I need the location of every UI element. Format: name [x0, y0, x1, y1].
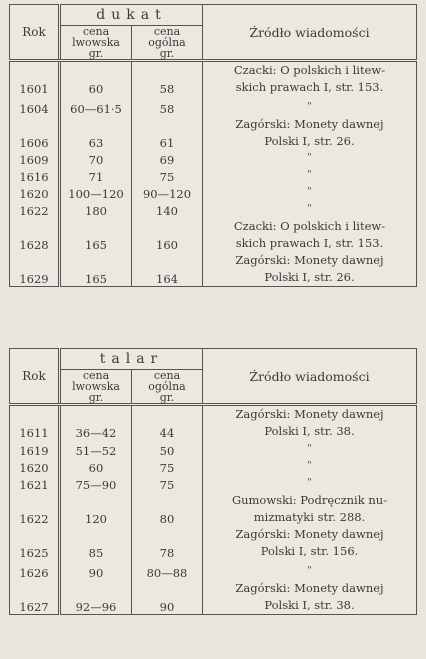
source-line: mizmatyki str. 288. [253, 510, 366, 524]
source-cell [203, 116, 417, 150]
source-line: skich prawach I, str. 153. [235, 80, 384, 94]
source-cell [203, 218, 417, 252]
lwow-price-cell: 75—90 [60, 475, 132, 492]
source-line: Gumowski: Podręcznik nu- [231, 493, 388, 507]
source-header: Źródło wiadomości [203, 349, 417, 405]
source-line: " [307, 187, 312, 197]
general-price-cell: 90 [132, 580, 203, 615]
lwow-price-cell: 180 [60, 201, 132, 218]
year-cell: 1604 [10, 96, 60, 116]
source-cell [203, 150, 417, 167]
lwow-price-header: cena lwowska gr. [60, 26, 132, 61]
year-cell: 1619 [10, 440, 60, 458]
general-price-header: cena ogólna gr. [132, 370, 203, 405]
coin-header: dukat [60, 5, 203, 26]
lwow-price-cell: 165 [60, 252, 132, 287]
general-price-cell: 58 [132, 96, 203, 116]
year-cell: 1606 [10, 116, 60, 150]
general-price-cell: 90—120 [132, 184, 203, 201]
table-row [10, 405, 417, 441]
source-line: Zagórski: Monety dawnej [235, 581, 384, 595]
source-line: " [307, 204, 312, 214]
table-row [10, 458, 417, 475]
source-line: " [307, 170, 312, 180]
source-cell [203, 405, 417, 441]
year-cell: 1628 [10, 218, 60, 252]
source-line: " [307, 566, 312, 576]
general-price-cell: 69 [132, 150, 203, 167]
general-price-cell: 164 [132, 252, 203, 287]
lwow-price-cell: 92—96 [60, 580, 132, 615]
source-line: " [307, 444, 312, 454]
source-line: Polski I, str. 156. [260, 544, 359, 558]
general-price-cell: 75 [132, 458, 203, 475]
year-cell: 1620 [10, 184, 60, 201]
lwow-price-cell: 85 [60, 526, 132, 560]
lwow-price-cell: 90 [60, 560, 132, 580]
year-cell: 1616 [10, 167, 60, 184]
talar-price-table [9, 348, 417, 615]
table-row [10, 492, 417, 526]
source-line: Zagórski: Monety dawnej [235, 117, 384, 131]
table-row [10, 580, 417, 615]
table-row [10, 201, 417, 218]
general-price-cell: 140 [132, 201, 203, 218]
table-row [10, 61, 417, 97]
lwow-price-cell: 36—42 [60, 405, 132, 441]
source-cell [203, 61, 417, 97]
lwow-price-cell: 100—120 [60, 184, 132, 201]
source-cell [203, 167, 417, 184]
general-price-cell: 160 [132, 218, 203, 252]
year-cell: 1621 [10, 475, 60, 492]
source-cell [203, 475, 417, 492]
source-cell [203, 96, 417, 116]
lwow-price-cell: 60 [60, 61, 132, 97]
source-line: Czacki: O polskich i litew- [233, 219, 386, 233]
source-cell [203, 201, 417, 218]
year-cell: 1609 [10, 150, 60, 167]
year-cell: 1622 [10, 201, 60, 218]
table-row [10, 167, 417, 184]
source-line: " [307, 478, 312, 488]
year-cell: 1629 [10, 252, 60, 287]
year-header: Rok [10, 5, 60, 61]
lwow-price-cell: 51—52 [60, 440, 132, 458]
table-row [10, 252, 417, 287]
source-cell [203, 458, 417, 475]
talar-rows [10, 405, 417, 615]
source-line: Polski I, str. 26. [264, 134, 355, 148]
table-row [10, 150, 417, 167]
year-cell: 1622 [10, 492, 60, 526]
lwow-price-cell: 120 [60, 492, 132, 526]
general-price-header: cena ogólna gr. [132, 26, 203, 61]
table-row [10, 526, 417, 560]
source-line: Czacki: O polskich i litew- [233, 63, 386, 77]
source-cell [203, 252, 417, 287]
general-price-cell: 61 [132, 116, 203, 150]
source-cell [203, 440, 417, 458]
lwow-price-cell: 60 [60, 458, 132, 475]
source-line: Polski I, str. 38. [264, 598, 355, 612]
year-cell: 1627 [10, 580, 60, 615]
source-cell [203, 526, 417, 560]
year-cell: 1601 [10, 61, 60, 97]
general-price-cell: 44 [132, 405, 203, 441]
general-price-cell: 75 [132, 167, 203, 184]
table-row [10, 184, 417, 201]
lwow-price-cell: 70 [60, 150, 132, 167]
table-row [10, 96, 417, 116]
table-row [10, 475, 417, 492]
lwow-price-cell: 165 [60, 218, 132, 252]
source-cell [203, 492, 417, 526]
lwow-price-header: cena lwowska gr. [60, 370, 132, 405]
source-line: skich prawach I, str. 153. [235, 236, 384, 250]
source-line: " [307, 461, 312, 471]
year-cell: 1625 [10, 526, 60, 560]
source-header: Źródło wiadomości [203, 5, 417, 61]
general-price-cell: 50 [132, 440, 203, 458]
general-price-cell: 58 [132, 61, 203, 97]
source-cell [203, 560, 417, 580]
source-cell [203, 184, 417, 201]
lwow-price-cell: 63 [60, 116, 132, 150]
year-cell: 1626 [10, 560, 60, 580]
source-line: Polski I, str. 38. [264, 424, 355, 438]
lwow-price-cell: 60—61·5 [60, 96, 132, 116]
year-cell: 1611 [10, 405, 60, 441]
dukat-rows [10, 61, 417, 287]
general-price-cell: 78 [132, 526, 203, 560]
source-line: Zagórski: Monety dawnej [235, 407, 384, 421]
source-line: " [307, 153, 312, 163]
year-cell: 1620 [10, 458, 60, 475]
source-line: Polski I, str. 26. [264, 270, 355, 284]
year-header: Rok [10, 349, 60, 405]
table-row [10, 560, 417, 580]
lwow-price-cell: 71 [60, 167, 132, 184]
table-row [10, 116, 417, 150]
source-line: " [307, 102, 312, 112]
general-price-cell: 80—88 [132, 560, 203, 580]
table-row [10, 218, 417, 252]
source-cell [203, 580, 417, 615]
source-line: Zagórski: Monety dawnej [235, 253, 384, 267]
coin-header: talar [60, 349, 203, 370]
source-line: Zagórski: Monety dawnej [235, 527, 384, 541]
general-price-cell: 75 [132, 475, 203, 492]
dukat-price-table [9, 4, 417, 287]
general-price-cell: 80 [132, 492, 203, 526]
table-row [10, 440, 417, 458]
